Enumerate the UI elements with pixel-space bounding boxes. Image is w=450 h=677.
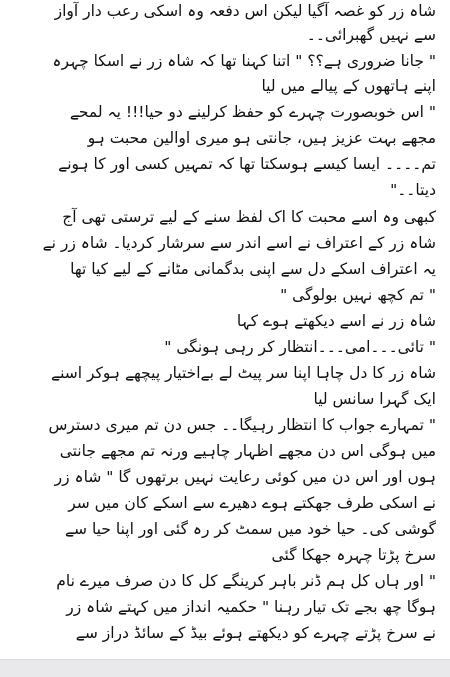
text-line: شاہ زر کے اعتراف نے اسے اندر سے سرشار کردیا۔ شاہ زر نے xyxy=(42,234,436,252)
text-line: دیتا۔۔" xyxy=(390,181,436,199)
text-line: ہوں اور اس دن میں کوئی رعایت نہیں برتھوں گا " شاہ زر xyxy=(54,468,436,486)
text-line: " تمہارے جواب کا انتظار رہیگا۔۔ جس دن تم میری دسترس xyxy=(48,416,436,434)
text-line: نے اسکی طرف جھکتے ہوے دھیرے سے اسکے کان میں سر xyxy=(68,494,436,512)
text-line: اپنے ہاتھوں کے پیالے میں لیا xyxy=(261,77,436,95)
text-line: میں ہوگی اس دن مجھے اظہار چاہیے ورنہ تم مجھے جانتی xyxy=(59,442,436,460)
text-line: " جانا ضروری ہے؟؟ " اتنا کہنا تھا کہ شاہ زر نے اسکا چہرہ xyxy=(52,52,436,70)
text-line: " تم کچھ نہیں بولوگی " xyxy=(280,286,436,304)
text-line: شاہ زر کا دل چاہا اپنا سر پیٹ لے بےاختیار پیچھے ہوکر اسنے xyxy=(51,364,436,382)
text-line: ایک گہرا سانس لیا xyxy=(313,390,436,408)
text-line: شاہ زر کو غصہ آگیا لیکن اس دفعہ وہ اسکی رعب دار آواز xyxy=(54,2,436,20)
text-line: گوشی کی۔ حیا خود میں سمٹ کر رہ گئی اور اپنا حیا سے xyxy=(64,520,436,538)
text-line: " اور ہاں کل ہم ڈنر باہر کرینگے کل کا دن صرف میرے نام xyxy=(56,572,436,590)
text-line: سرخ پڑتا چہرہ جھکا گئی xyxy=(271,546,436,564)
text-line: یہ اعتراف اسکے دل سے اپنی بدگمانی مٹانے کے لیے کیا تھا xyxy=(70,260,436,278)
text-line: کبھی وہ اسے محبت کا اک لفظ سنے کے لیے ترستی تھی آج xyxy=(62,208,436,226)
bottom-bar xyxy=(0,659,450,677)
text-line: مجھے بہت عزیز ہیں، جانتی ہو میری اوالین محبت ہو xyxy=(87,129,436,147)
text-line: " اس خوبصورت چہرے کو حفظ کرلینے دو حیا!!! یہ لمحے xyxy=(69,103,436,121)
text-line: تم۔۔۔۔ ایسا کیسے ہوسکتا تھا کہ تمہیں کسی اور کا ہونے xyxy=(58,155,436,173)
text-line: سے نہیں گھبرائی۔۔ xyxy=(306,26,436,44)
text-line: شاہ زر نے اسے دیکھتے ہوے کہا xyxy=(236,312,436,330)
text-line: " تائی۔۔۔امی۔۔۔انتظار کر رہی ہونگی " xyxy=(164,338,436,356)
text-line: نے سرخ پڑتے چہرے کو دیکھتے ہوئے بیڈ کے سائڈ دراز سے xyxy=(75,624,436,642)
text-line: ہوگا چھ بجے تک تیار رہنا " حکمیہ انداز میں کہتے شاہ زر xyxy=(66,598,436,616)
